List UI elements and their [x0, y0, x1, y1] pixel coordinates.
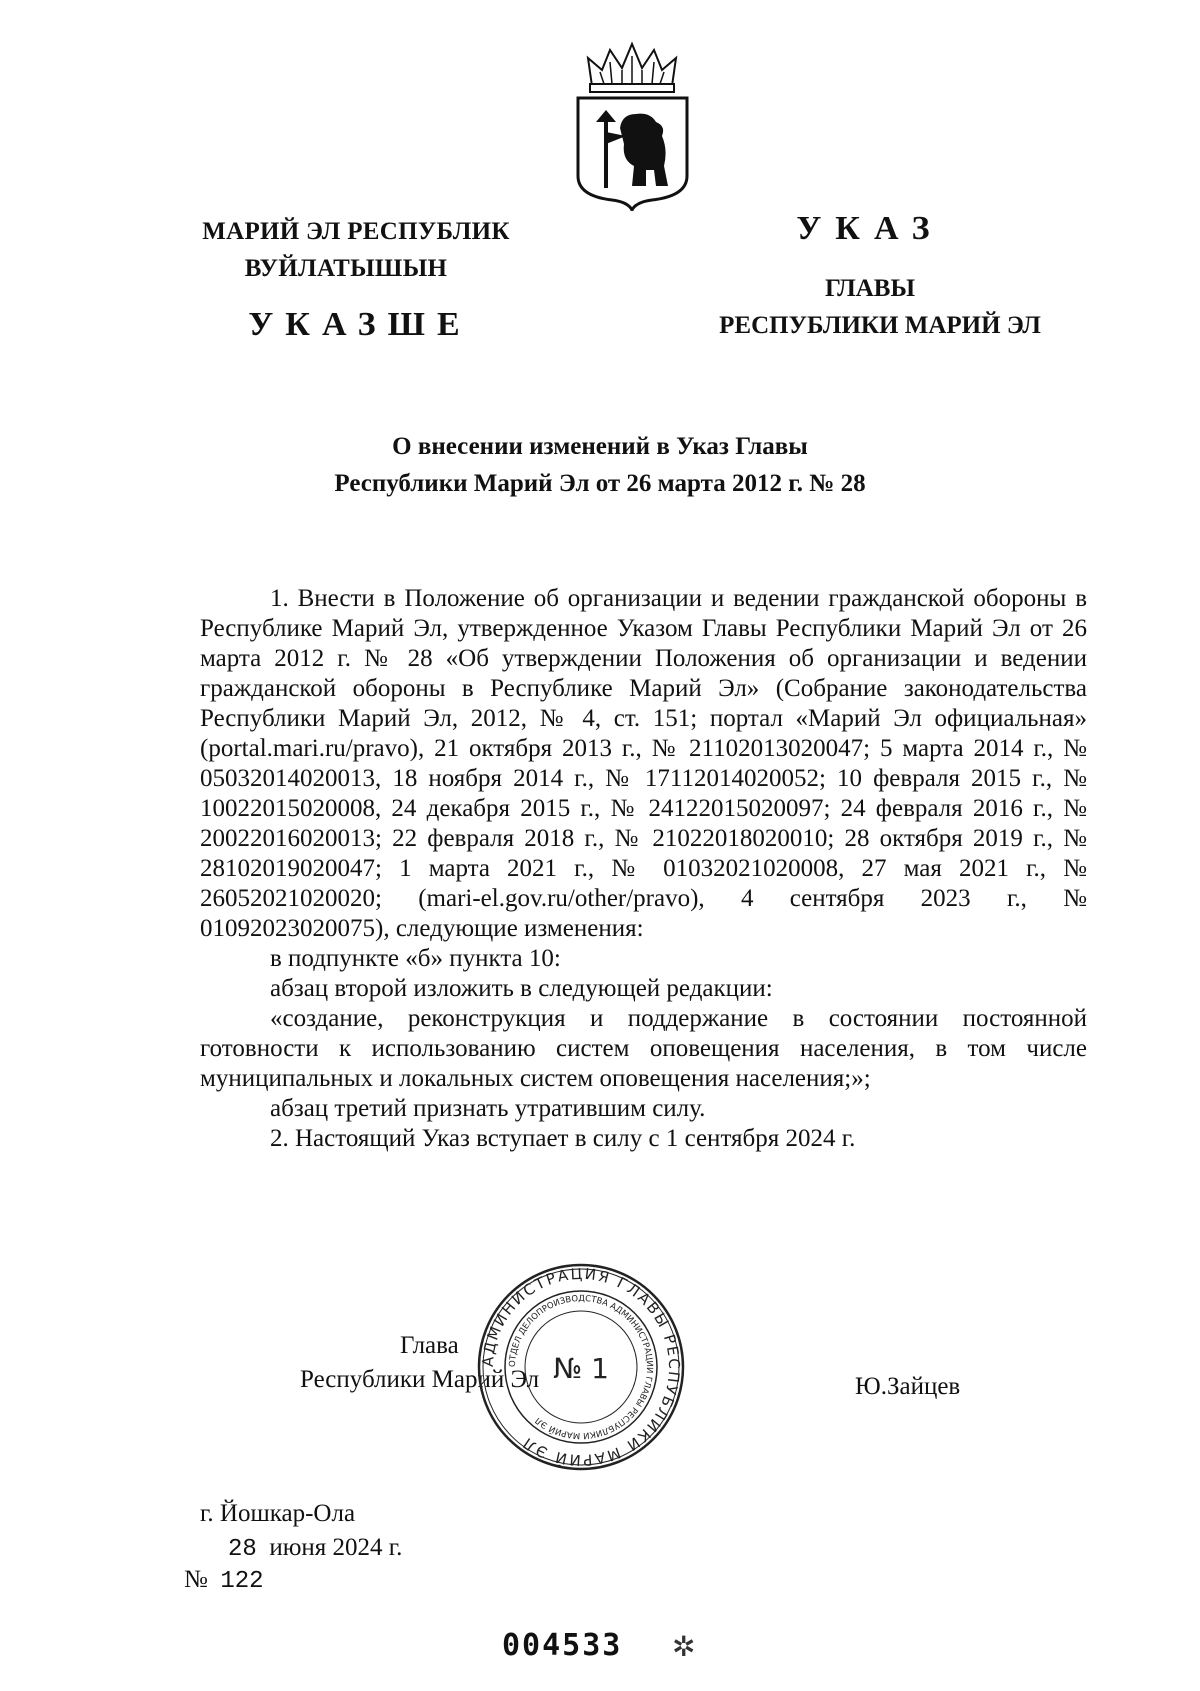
- decree-number: [184, 1566, 264, 1595]
- signature-name: Ю.Зайцев: [855, 1373, 961, 1400]
- stamp-number: № 1: [553, 1352, 609, 1385]
- paragraph-subpoint: в подпункте «б» пункта 10:: [270, 945, 561, 972]
- paragraph-abzac-second: абзац второй изложить в следующей редакции:: [270, 975, 773, 1002]
- paragraph-2: 2. Настоящий Указ вступает в силу с 1 сентября 2024 г.: [270, 1125, 856, 1152]
- date-rest: июня 2024 г.: [269, 1534, 403, 1561]
- title-line2: Республики Марий Эл от 26 марта 2012 г. № 28: [334, 470, 866, 497]
- signature-position-line1: Глава: [400, 1332, 459, 1359]
- date: [228, 1534, 402, 1563]
- document-body: [200, 584, 1087, 1154]
- header-left-line1: МАРИЙ ЭЛ РЕСПУБЛИК: [202, 218, 510, 245]
- decree-number-value: 122: [220, 1568, 264, 1595]
- official-stamp: [476, 1262, 686, 1472]
- header-right-line2: РЕСПУБЛИКИ МАРИЙ ЭЛ: [719, 312, 1041, 339]
- decree-number-label: №: [184, 1566, 208, 1593]
- city: г. Йошкар-Ола: [200, 1500, 356, 1527]
- paragraph-1: 1. Внести в Положение об организации и ведении гражданской обороны в Республике Марий Эл, утвержденное Указом Главы Республики Марий Эл от 26 марта 2012 г. № 28 «Об утверждении Положения об организации и ведении гражданской обороны в Республике Марий Эл» (Собрание законодательства Республики Марий Эл, 2012, № 4, ст. 151; портал «Марий Эл официальная» (portal.mari.ru/pravo), 21 октября 2013 г., № 21102013020047; 5 марта 2014 г., № 05032014020013, 18 ноября 2014 г., № 17112014020052; 10 февраля 2015 г., № 10022015020008, 24 декабря 2015 г., № 24122015020097; 24 февраля 2016 г., № 20022016020013; 22 февраля 2018 г., № 21022018020010; 28 октября 2019 г., № 28102019020047; 1 марта 2021 г., № 01032021020008, 27 мая 2021 г., № 26052021020020; (mari-el.gov.ru/other/pravo), 4 сентября 2023 г., № 01092023020075), следующие изменения:: [200, 585, 1087, 942]
- title-line1: О внесении изменений в Указ Главы: [392, 433, 808, 460]
- paragraph-new-wording: «создание, реконструкция и поддержание в состоянии постоянной готовности к использованию систем оповещения населения, в том числе муниципальных и локальных систем оповещения населения;»;: [200, 1005, 1087, 1092]
- header-left-decree: УКАЗШЕ: [248, 306, 472, 343]
- asterisk-mark-icon: ✲: [672, 1632, 696, 1663]
- header-right-line1: ГЛАВЫ: [824, 275, 916, 302]
- date-day: 28: [228, 1536, 257, 1563]
- stamp-inner-text: ОТДЕЛ ДЕЛОПРОИЗВОДСТВА АДМИНИСТРАЦИИ ГЛАВЫ РЕСПУБЛИКИ МАРИЙ ЭЛ: [507, 1293, 655, 1441]
- header-right-decree: УКАЗ: [796, 210, 944, 247]
- stamp-outer-text: АДМИНИСТРАЦИЯ ГЛАВЫ РЕСПУБЛИКИ МАРИЙ ЭЛ: [478, 1264, 684, 1470]
- header-left-line2: ВУЙЛАТЫШЫН: [244, 255, 448, 282]
- paragraph-abzac-third: абзац третий признать утратившим силу.: [270, 1095, 706, 1122]
- document-title: [0, 428, 1200, 502]
- signature-position-line2: Республики Марий Эл: [300, 1366, 540, 1393]
- coat-of-arms: [570, 36, 695, 211]
- registration-number: 004533: [502, 1628, 623, 1663]
